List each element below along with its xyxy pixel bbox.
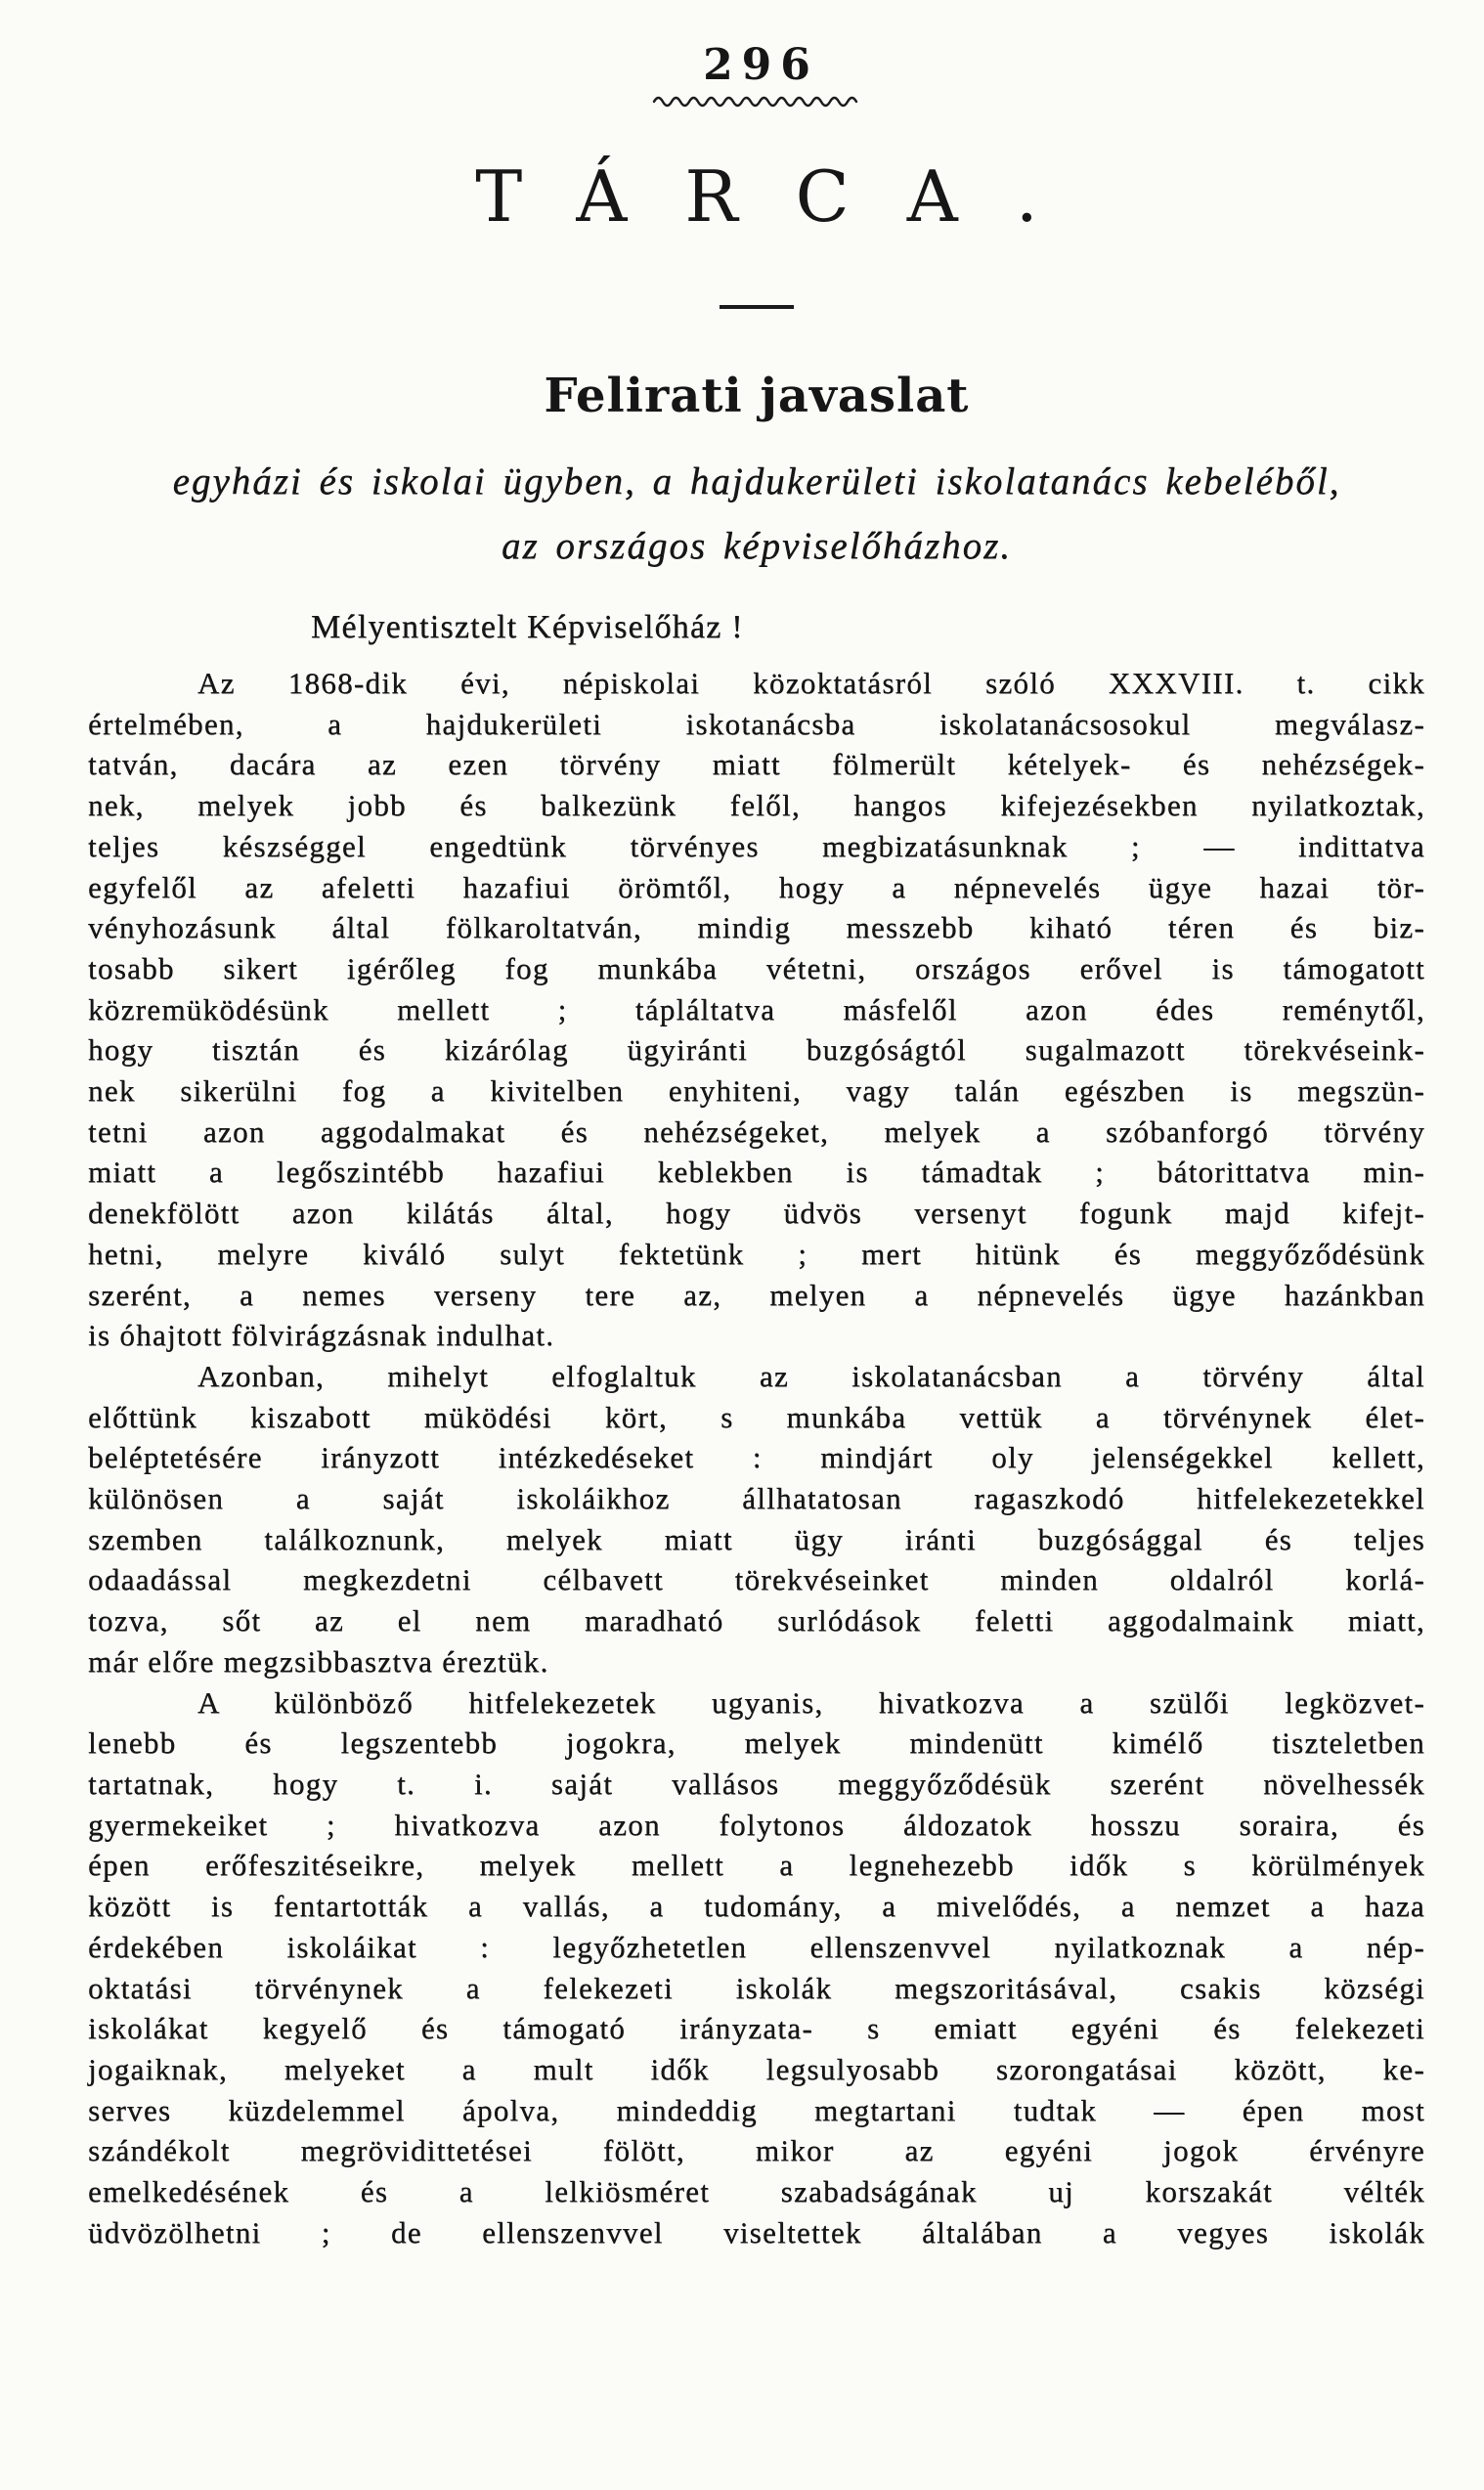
text-line: teljes készséggel engedtünk törvényes megbizatásunknak ; — indittatva [88,828,1425,863]
page-content [0,40,1484,2252]
text-line: denekfölött azon kilátás által, hogy üdvös versenyt fogunk majd kifejt- [88,1196,1425,1231]
article-subtitle [88,450,1425,579]
text-line: érdekében iskoláikat : legyőzhetetlen ellenszenvvel nyilatkoznak a nép- [88,1929,1425,1964]
subtitle-line: az országos képviselőházhoz. [501,525,1013,567]
text-line: Az 1868-dik évi, népiskolai közoktatásról szóló XXXVIII. t. cikk [197,666,1425,700]
text-line: hogy tisztán és kizárólag ügyiránti buzgóságtól sugalmazott törekvéseink- [88,1032,1425,1068]
paragraph [88,663,1425,1356]
text-line: tatván, dacára az ezen törvény miatt fölmerült kételyek- és nehézségek- [88,747,1425,782]
subtitle-line: egyházi és iskolai ügyben, a hajdukerületi iskolatanács kebeléből, [172,460,1341,502]
text-line: odaadással megkezdetni célbavett törekvéseinket minden oldalról korlá- [88,1562,1425,1597]
text-line: előttünk kiszabott müködési kört, s munkába vettük a törvénynek élet- [88,1399,1425,1434]
text-line: szerént, a nemes verseny tere az, melyen a népnevelés ügye hazánkban [88,1277,1425,1312]
text-line: egyfelől az afeletti hazafiui örömtől, hogy a népnevelés ügye hazai tör- [88,869,1425,904]
text-line: lenebb és legszentebb jogokra, melyek mindenütt kimélő tiszteletben [88,1726,1425,1761]
text-line: értelmében, a hajdukerületi iskotanácsba iskolatanácsosokul megválasz- [88,706,1425,741]
text-line: épen erőfeszitéseikre, melyek mellett a legnehezebb idők s körülmények [88,1848,1425,1883]
text-line: szándékolt megrövidittetései fölött, mikor az egyéni jogok érvényre [88,2133,1425,2168]
text-line: hetni, melyre kiváló sulyt fektetünk ; mert hitünk és meggyőződésünk [88,1236,1425,1271]
text-line: oktatási törvénynek a felekezeti iskolák megszoritásával, csakis községi [88,1970,1425,2005]
section-rule [720,305,794,309]
text-line: már előre megzsibbasztva éreztük. [88,1643,549,1679]
text-line: tetni azon aggodalmakat és nehézségeket, melyek a szóbanforgó törvény [88,1114,1425,1149]
text-line: tozva, sőt az el nem maradható surlódások feletti aggodalmaink miatt, [88,1603,1425,1638]
text-line: közremüködésünk mellett ; tápláltatva másfelől azon édes reménytől, [88,991,1425,1027]
paragraph [88,1356,1425,1682]
text-line: üdvözölhetni ; de ellenszenvvel viseltettek általában a vegyes iskolák [88,2214,1425,2250]
text-line: iskolákat kegyelő és támogató irányzata- s emiatt egyéni és felekezeti [88,2011,1425,2046]
text-line: Azonban, mihelyt elfoglaltuk az iskolatanácsban a törvény által [197,1358,1425,1393]
text-line: is óhajtott fölvirágzásnak indulhat. [88,1318,555,1353]
text-line: között is fentartották a vallás, a tudomány, a mivelődés, a nemzet a haza [88,1889,1425,1924]
article-title: Felirati javaslat [544,369,970,423]
text-line: emelkedésének és a lelkiösméret szabadságának uj korszakát vélték [88,2174,1425,2209]
text-line: nek sikerülni fog a kivitelben enyhiteni, vagy talán egészben is megszün- [88,1073,1425,1109]
text-line: beléptetésére irányzott intézkedéseket : mindjárt oly jelenségekkel kellett, [88,1440,1425,1475]
article-body [88,663,1425,2252]
text-line: miatt a legőszintébb hazafiui keblekben is támadtak ; bátorittatva min- [88,1155,1425,1190]
text-line: vényhozásunk által fölkaroltatván, mindig messzebb kiható téren és biz- [88,910,1425,945]
text-line: A különböző hitfelekezetek ugyanis, hivatkozva a szülői legközvet- [197,1684,1425,1720]
text-line: szemben találkoznunk, melyek miatt ügy iránti buzgósággal és teljes [88,1521,1425,1556]
text-line: tosabb sikert igérőleg fog munkába vétetni, országos erővel is támogatott [88,950,1425,985]
salutation: Mélyentisztelt Képviselőház ! [311,609,744,645]
text-line: jogaiknak, melyeket a mult idők legsulyosabb szorongatásai között, ke- [88,2051,1425,2086]
text-line: serves küzdelemmel ápolva, mindeddig megtartani tudtak — épen most [88,2092,1425,2127]
text-line: gyermekeiket ; hivatkozva azon folytonos áldozatok hosszu soraira, és [88,1807,1425,1842]
paragraph [88,1682,1425,2253]
text-line: tartatnak, hogy t. i. saját vallásos meggyőződésük szerént növelhessék [88,1766,1425,1801]
text-line: nek, melyek jobb és balkezünk felől, hangos kifejezésekben nyilatkoztak, [88,788,1425,823]
section-title: TÁRCA. [475,155,1096,238]
wavy-divider [651,92,862,108]
page-number: 296 [703,40,819,90]
text-line: különösen a saját iskoláikhoz állhatatosan ragaszkodó hitfelekezetekkel [88,1481,1425,1516]
